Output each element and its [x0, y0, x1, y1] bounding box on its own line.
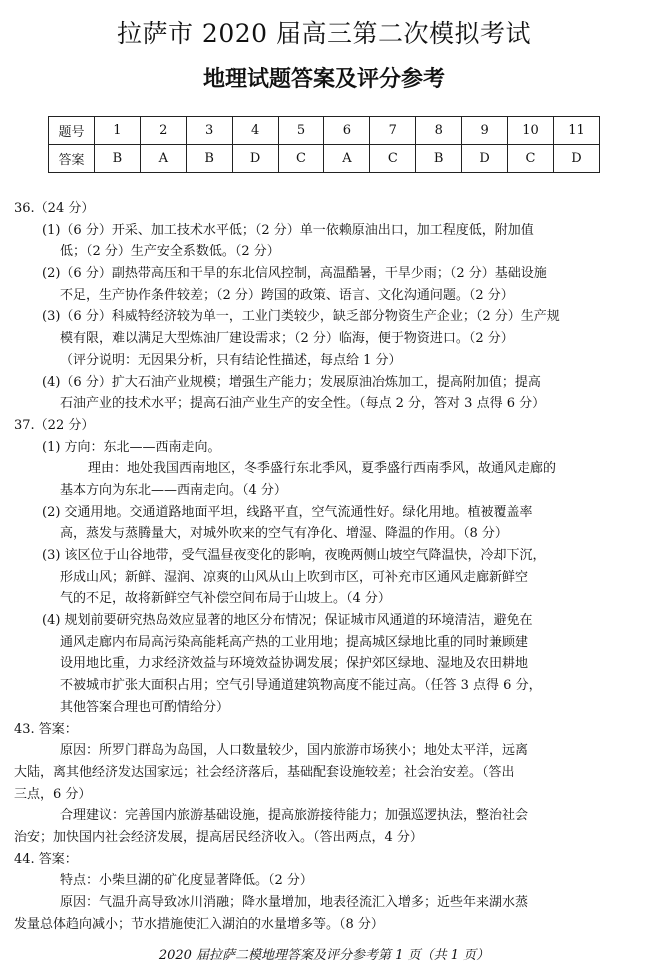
table-cell: 5: [278, 117, 324, 145]
text-line: 特点：小柴旦湖的矿化度显著降低。（2 分）: [60, 873, 313, 889]
table-cell: 1: [94, 117, 140, 145]
text-line: 不足，生产协作条件较差；（2 分）跨国的政策、语言、文化沟通问题。（2 分）: [60, 287, 514, 303]
text-line: 44. 答案：: [14, 851, 78, 867]
table-cell: 7: [370, 117, 416, 145]
text-line: 大陆，离其他经济发达国家远；社会经济落后，基础配套设施较差；社会治安差。（答出: [14, 764, 515, 780]
text-line: (2) 交通用地。交通道路地面平坦，线路平直，空气流通性好。绿化用地。植被覆盖率: [42, 504, 533, 520]
table-cell: 11: [553, 117, 599, 145]
text-line: 基本方向为东北——西南走向。（4 分）: [60, 482, 287, 498]
text-line: 37.（22 分）: [14, 417, 95, 433]
text-line: (3) 该区位于山谷地带，受气温昼夜变化的影响，夜晚两侧山坡空气降温快，冷却下沉，: [42, 548, 546, 563]
table-cell: 3: [186, 117, 232, 145]
answer-table: [48, 116, 600, 173]
table-cell: D: [462, 145, 508, 173]
table-cell: A: [324, 145, 370, 173]
table-cell: 9: [462, 117, 508, 145]
row-label-answer: 答案: [49, 145, 95, 173]
table-cell: 8: [416, 117, 462, 145]
table-cell: A: [140, 145, 186, 173]
text-line: （评分说明：无因果分析，只有结论性描述，每点给 1 分）: [60, 352, 402, 368]
text-line: 原因：气温升高导致冰川消融；降水量增加，地表径流汇入增多；近些年来湖水蒸: [60, 895, 529, 910]
text-line: 通风走廊内布局高污染高能耗高产热的工业用地；提高城区绿地比重的同时兼顾建: [60, 634, 529, 650]
text-line: 36.（24 分）: [14, 201, 95, 216]
table-cell: C: [278, 145, 324, 173]
answer-body: [14, 198, 640, 935]
table-cell: 6: [324, 117, 370, 145]
table-cell: D: [232, 145, 278, 173]
text-line: 不被城市扩张大面积占用；空气引导通道建筑物高度不能过高。（任答 3 点得 6 分，: [60, 678, 542, 694]
text-line: 石油产业的技术水平；提高石油产业生产的安全性。（每点 2 分，答对 3 点得 6 分）: [60, 396, 546, 412]
table-cell: C: [370, 145, 416, 173]
text-line: (2)（6 分）副热带高压和干旱的东北信风控制，高温酷暑，干旱少雨；（2 分）基础设施: [42, 266, 547, 282]
document-subtitle: 地理试题答案及评分参考: [202, 67, 445, 92]
text-line: (1)（6 分）开采、加工技术水平低；（2 分）单一依赖原油出口，加工程度低，附加值: [42, 222, 534, 238]
table-cell: 10: [508, 117, 554, 145]
table-cell: C: [508, 145, 554, 173]
table-row-numbers: [49, 117, 600, 145]
text-line: 低；（2 分）生产安全系数低。（2 分）: [60, 244, 280, 260]
table-cell: B: [416, 145, 462, 173]
table-row-answers: [49, 145, 600, 173]
table-cell: 2: [140, 117, 186, 145]
row-label-number: 题号: [49, 117, 95, 145]
text-line: (3)（6 分）科威特经济较为单一，工业门类较少，缺乏部分物资生产企业；（2 分）生产规: [42, 309, 560, 325]
text-line: 其他答案合理也可酌情给分）: [60, 699, 230, 715]
text-line: 气的不足，故将新鲜空气补偿空间布局于山坡上。（4 分）: [60, 591, 391, 607]
table-cell: D: [553, 145, 599, 173]
table-cell: 4: [232, 117, 278, 145]
text-line: 理由：地处我国西南地区，冬季盛行东北季风，夏季盛行西南季风，故通风走廊的: [88, 461, 557, 477]
text-line: 三点，6 分）: [14, 786, 92, 802]
text-line: 设用地比重，力求经济效益与环境效益协调发展；保护郊区绿地、湿地及农田耕地: [60, 656, 529, 672]
text-line: 高，蒸发与蒸腾量大，对城外吹来的空气有净化、增湿、降温的作用。（8 分）: [60, 526, 508, 542]
text-line: (1) 方向：东北——西南走向。: [42, 439, 221, 455]
text-line: 43. 答案：: [14, 721, 78, 737]
text-line: 原因：所罗门群岛为岛国，人口数量较少，国内旅游市场狭小；地处太平洋，远离: [60, 743, 529, 759]
text-line: 治安；加快国内社会经济发展，提高居民经济收入。（答出两点，4 分）: [14, 829, 423, 845]
text-line: 发量总体趋向减小；节水措施使汇入湖泊的水量增多等。（8 分）: [14, 916, 384, 932]
text-line: 模有限，难以满足大型炼油厂建设需求；（2 分）临海，便于物资进口。（2 分）: [60, 331, 514, 347]
text-line: (4)（6 分）扩大石油产业规模；增强生产能力；发展原油冶炼加工，提高附加值；提高: [42, 374, 541, 390]
document-title: 拉萨市 2020 届高三第二次模拟考试: [116, 19, 532, 48]
table-cell: B: [186, 145, 232, 173]
text-line: (4) 规划前要研究热岛效应显著的地区分布情况；保证城市风通道的环境清洁，避免在: [42, 613, 533, 629]
text-line: 合理建议：完善国内旅游基础设施，提高旅游接待能力；加强巡逻执法，整治社会: [60, 808, 529, 824]
text-line: 形成山风；新鲜、湿润、凉爽的山风从山上吹到市区，可补充市区通风走廊新鲜空: [60, 569, 529, 585]
table-cell: B: [94, 145, 140, 173]
page-footer: 2020 届拉萨二模地理答案及评分参考第 1 页（共 1 页）: [158, 948, 490, 963]
